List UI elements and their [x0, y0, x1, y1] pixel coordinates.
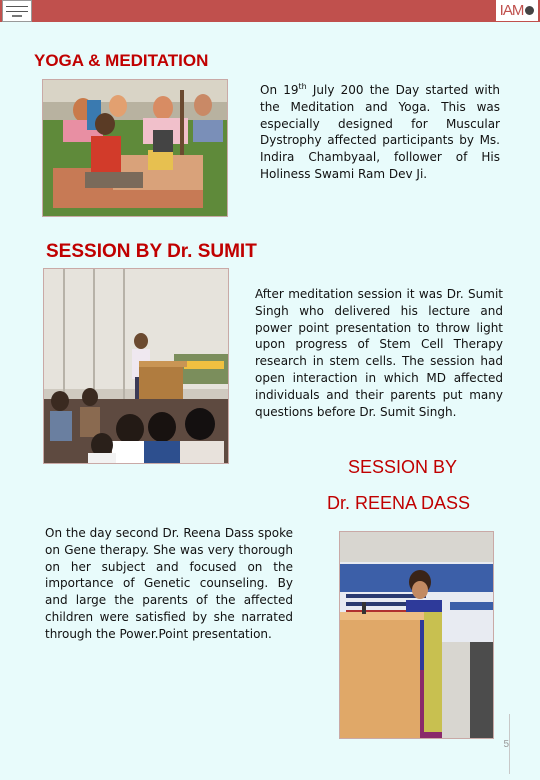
- session-reena-heading-line2: Dr. REENA DASS: [327, 493, 471, 513]
- session-reena-paragraph: On the day second Dr. Reena Dass spoke on Gene therapy. She was very thorough on her subject and focused on the importance of Genetic counseling. By and large the parents of the affected children were satisfied by she narrated through the Power.Point presentation.: [45, 526, 293, 641]
- yoga-text-superscript: th: [298, 82, 307, 91]
- yoga-meditation-heading: YOGA & MEDITATION: [34, 51, 209, 70]
- yoga-text-part-1: On 19: [260, 83, 299, 97]
- lecture-photo-icon: [43, 268, 229, 464]
- iam-logo: [496, 0, 538, 21]
- session-sumit-paragraph: After meditation session it was Dr. Sumit Singh who delivered his lecture and power point presentation to throw light upon progress of Stem Cell Therapy research in stem cells. The session had open interaction in which MD affected individuals and their parents put many questions before Dr. Sumit Singh.: [255, 287, 503, 419]
- page-rule: [509, 714, 510, 774]
- iam-logo-text: IAM: [499, 2, 524, 19]
- yoga-text-part-2: July 200 the Day started with the Meditation and Yoga. This was especially designed for Muscular Dystrophy affected participants by Ms. Indira Chambyaal, follower of His Holiness Swami Ram Dev Ji.: [260, 83, 501, 181]
- session-reena-heading-line1: SESSION BY: [348, 457, 458, 477]
- session-sumit-heading: SESSION BY Dr. SUMIT: [46, 241, 257, 262]
- yoga-photo-icon: [42, 79, 228, 217]
- yoga-meditation-paragraph: [260, 79, 500, 183]
- circle-icon: [525, 6, 534, 15]
- page-number: 5: [503, 739, 509, 750]
- header-bar: [0, 0, 540, 22]
- speaker-photo-icon: [339, 531, 494, 739]
- emblem-logo-icon: [2, 0, 32, 22]
